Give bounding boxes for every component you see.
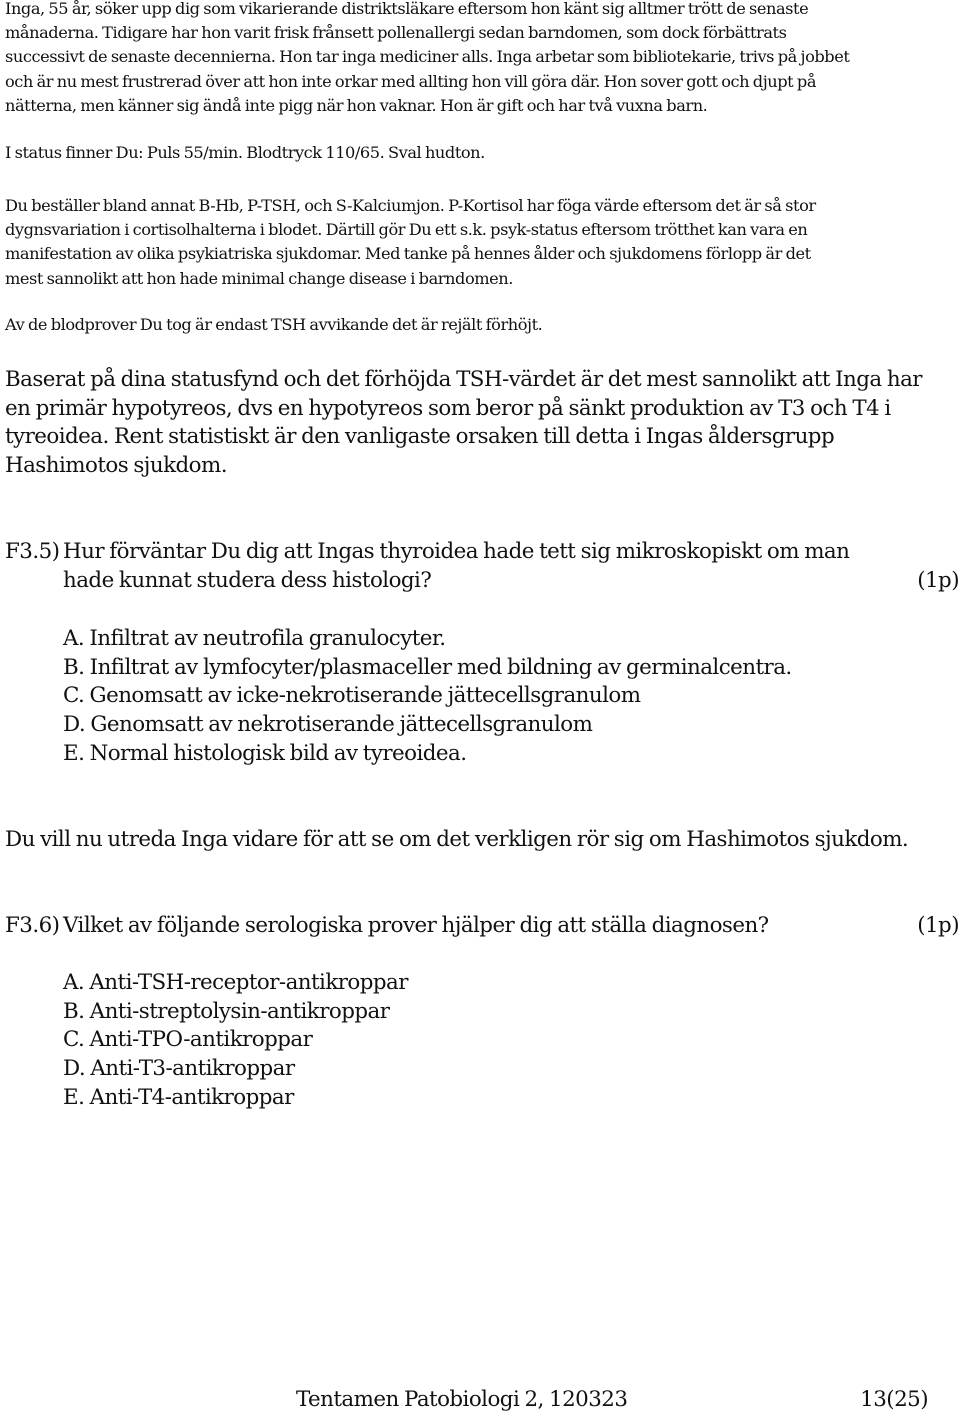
- question-text-line: Hur förväntar Du dig att Ingas thyroidea hade tett sig mikroskopiskt om man: [63, 539, 850, 564]
- case-intro-line: successivt de senaste decennierna. Hon tar inga mediciner alls. Inga arbetar som bibliotekarie, trivs på jobbet: [5, 47, 850, 67]
- answer-option: A. Infiltrat av neutrofila granulocyter.: [63, 626, 446, 651]
- question-number: F3.6): [5, 913, 60, 938]
- case-intro-line: och är nu mest frustrerad över att hon inte orkar med allting hon vill göra där. Hon sover gott och djupt på: [5, 71, 817, 91]
- status-findings: I status finner Du: Puls 55/min. Blodtryck 110/65. Sval hudton.: [5, 143, 485, 162]
- assessment-line: en primär hypotyreos, dvs en hypotyreos som beror på sänkt produktion av T3 och T4 i: [5, 395, 891, 421]
- case-intro-line: nätterna, men känner sig ändå inte pigg när hon vaknar. Hon är gift och har två vuxna barn.: [5, 95, 708, 115]
- assessment-line: tyreoidea. Rent statistiskt är den vanligaste orsaken till detta i Ingas åldersgrupp: [5, 424, 835, 450]
- transition-text: Du vill nu utreda Inga vidare för att se om det verkligen rör sig om Hashimotos sjukdom.: [5, 827, 909, 852]
- case-intro-line: månaderna. Tidigare har hon varit frisk frånsett pollenallergi sedan barndomen, som dock förbättrats: [5, 23, 787, 43]
- footer-title: Tentamen Patobiologi 2, 120323: [296, 1387, 628, 1412]
- orders-line: dygnsvariation i cortisolhalterna i blodet. Därtill gör Du ett s.k. psyk-status eftersom trötthet kan vara en: [5, 220, 808, 240]
- answer-option: E. Normal histologisk bild av tyreoidea.: [63, 740, 467, 766]
- assessment-paragraph: [5, 366, 955, 481]
- question-number: F3.5): [5, 539, 60, 564]
- question-points: (1p): [917, 567, 959, 593]
- answer-option: A. Anti-TSH-receptor-antikroppar: [63, 970, 408, 995]
- answer-option: C. Genomsatt av icke-nekrotiserande jättecellsgranulom: [63, 683, 641, 709]
- orders-paragraph: [5, 194, 955, 291]
- question-points: (1p): [917, 913, 959, 938]
- question-text-line: hade kunnat studera dess histologi?: [63, 567, 432, 593]
- answer-option: D. Genomsatt av nekrotiserande jättecellsgranulom: [63, 712, 593, 738]
- orders-line: mest sannolikt att hon hade minimal change disease i barndomen.: [5, 268, 513, 288]
- orders-line: Du beställer bland annat B-Hb, P-TSH, och S-Kalciumjon. P-Kortisol har föga värde eftersom det är så stor: [5, 196, 816, 215]
- page-number: 13(25): [860, 1387, 928, 1412]
- answer-option: C. Anti-TPO-antikroppar: [63, 1027, 313, 1053]
- answer-option: E. Anti-T4-antikroppar: [63, 1084, 294, 1110]
- answer-option: D. Anti-T3-antikroppar: [63, 1056, 295, 1082]
- orders-line: manifestation av olika psykiatriska sjukdomar. Med tanke på hennes ålder och sjukdomens förlopp är det: [5, 244, 811, 264]
- case-intro-paragraph: [5, 0, 955, 118]
- question-f3-6: [5, 912, 959, 941]
- bloodtest-result: Av de blodprover Du tog är endast TSH avvikande det är rejält förhöjt.: [5, 315, 543, 334]
- case-intro-line: Inga, 55 år, söker upp dig som vikarierande distriktsläkare eftersom hon känt sig alltmer trött de senaste: [5, 0, 809, 18]
- answer-option: B. Infiltrat av lymfocyter/plasmaceller med bildning av germinalcentra.: [63, 654, 792, 680]
- answer-option: B. Anti-streptolysin-antikroppar: [63, 998, 390, 1024]
- question-text-line: Vilket av följande serologiska prover hjälper dig att ställa diagnosen?: [63, 913, 769, 938]
- answer-options-f3-5: [63, 625, 943, 769]
- page-footer: [296, 1386, 928, 1415]
- assessment-line: Baserat på dina statusfynd och det förhöjda TSH-värdet är det mest sannolikt att Inga har: [5, 367, 922, 392]
- question-f3-5: [5, 538, 959, 595]
- assessment-line: Hashimotos sjukdom.: [5, 453, 227, 479]
- answer-options-f3-6: [63, 969, 943, 1113]
